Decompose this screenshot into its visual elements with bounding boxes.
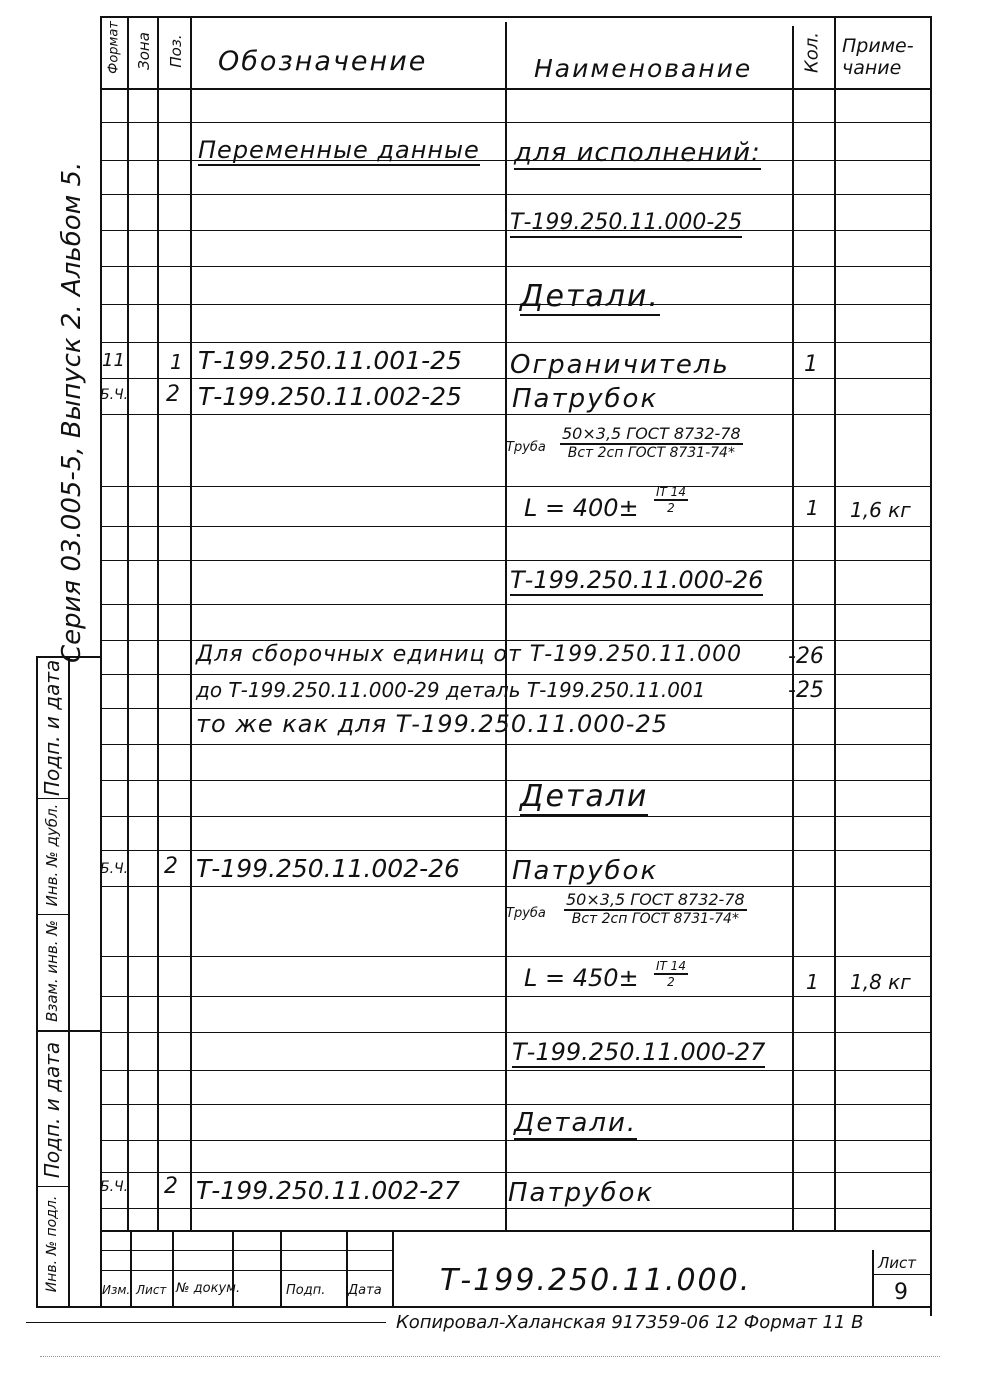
len2-tol-num: IT 14 <box>656 959 686 973</box>
pipe1-spec <box>560 426 743 460</box>
row-line <box>100 266 930 267</box>
pipe1-spec-den: Вст 2сп ГОСТ 8731-74* <box>567 445 735 461</box>
len1-tolerance <box>654 486 688 514</box>
note-line3: то же как для Т-199.250.11.000-25 <box>196 710 669 738</box>
titleblock-bottom <box>36 1306 930 1308</box>
item4-pos: 2 <box>164 1174 178 1199</box>
item4-format: Б.Ч. <box>100 1179 129 1195</box>
pipe1-prefix: Труба <box>506 440 546 455</box>
col-qty-right <box>834 18 836 1230</box>
item3-pos: 2 <box>164 854 178 879</box>
row-line <box>100 1208 930 1209</box>
pipe1-spec-num: 50×3,5 ГОСТ 8732-78 <box>562 424 741 443</box>
row-line <box>100 640 930 641</box>
tb-list: Лист <box>136 1283 167 1297</box>
tb-date: Дата <box>348 1283 382 1298</box>
tb-col <box>392 1230 394 1306</box>
pipe2-prefix: Труба <box>506 906 546 921</box>
col-designation-right <box>505 22 507 1230</box>
row-line <box>100 304 930 305</box>
len1-note: 1,6 кг <box>850 498 911 522</box>
frame-left <box>100 16 102 1306</box>
header-qty: Кол. <box>801 31 823 74</box>
item1-format: 11 <box>102 350 125 371</box>
item2-pos: 2 <box>166 382 180 407</box>
side-label-dup-inv: Инв. № дубл. <box>43 803 61 907</box>
variable-data-right: для исполнений: <box>514 138 761 168</box>
side-strip-mid <box>68 656 70 1306</box>
side-label-sign-date-2: Подп. и дата <box>40 1041 64 1179</box>
row-line <box>100 342 930 343</box>
row-line <box>100 744 930 745</box>
col-name-right <box>792 26 794 1230</box>
row-line <box>100 708 930 709</box>
row-line <box>100 956 930 957</box>
header-zone: Зона <box>135 32 153 70</box>
header-designation: Обозначение <box>218 46 428 77</box>
item1-designation: Т-199.250.11.001-25 <box>198 346 462 375</box>
row-line <box>100 1032 930 1033</box>
bottom-dotted-line <box>40 1356 940 1357</box>
item1-name: Ограничитель <box>510 350 730 380</box>
pipe2-spec <box>564 892 747 926</box>
tb-col <box>280 1230 282 1306</box>
variant-27: Т-199.250.11.000-27 <box>512 1038 766 1066</box>
row-line <box>100 604 930 605</box>
row-line <box>100 526 930 527</box>
tb-sheet-number: 9 <box>894 1280 908 1305</box>
tb-izm: Изм. <box>102 1283 131 1297</box>
header-pos: Поз. <box>167 34 185 68</box>
col-format-right <box>127 16 129 1230</box>
item4-designation: Т-199.250.11.002-27 <box>196 1176 460 1205</box>
details-heading-2: Детали <box>520 779 649 814</box>
row-line <box>100 1070 930 1071</box>
len1-tol-den: 2 <box>667 501 675 515</box>
footer-line <box>26 1322 386 1323</box>
row-line <box>100 850 930 851</box>
frame-top <box>100 16 930 18</box>
len2-qty: 1 <box>806 970 819 994</box>
row-line <box>100 996 930 997</box>
item3-format: Б.Ч. <box>100 861 129 877</box>
item2-name: Патрубок <box>512 384 659 414</box>
frame-right <box>930 16 932 1316</box>
item1-pos: 1 <box>170 350 183 374</box>
titleblock-row <box>100 1250 392 1251</box>
len1-qty: 1 <box>806 496 819 520</box>
len2-tolerance <box>654 960 688 988</box>
tb-col <box>130 1230 132 1306</box>
pipe2-spec-num: 50×3,5 ГОСТ 8732-78 <box>566 890 745 909</box>
note-line1-b: -26 <box>788 644 824 669</box>
tb-code: Т-199.250.11.000. <box>440 1263 752 1298</box>
row-line <box>100 486 930 487</box>
row-line <box>100 1104 930 1105</box>
variant-25: Т-199.250.11.000-25 <box>510 212 742 238</box>
row-line <box>100 816 930 817</box>
item2-designation: Т-199.250.11.002-25 <box>198 382 462 411</box>
row-line <box>100 194 930 195</box>
details-heading-3: Детали. <box>514 1108 638 1138</box>
item1-qty: 1 <box>804 352 818 377</box>
side-label-repl-inv: Взам. инв. № <box>43 920 61 1022</box>
variant-26: Т-199.250.11.000-26 <box>510 566 764 594</box>
row-line <box>100 414 930 415</box>
len2-note: 1,8 кг <box>850 970 911 994</box>
side-label-orig-inv: Инв. № подл. <box>44 1195 60 1293</box>
len2-text: L = 450± <box>524 964 639 992</box>
header-name: Наименование <box>534 54 753 83</box>
tb-doc: № докум. <box>176 1281 241 1296</box>
details-heading-1: Детали. <box>520 279 660 314</box>
pipe2-spec-den: Вст 2сп ГОСТ 8731-74* <box>571 911 739 927</box>
header-note: Приме- чание <box>842 35 914 79</box>
variable-data-left: Переменные данные <box>198 136 480 164</box>
item4-name: Патрубок <box>508 1178 655 1208</box>
row-line <box>100 122 930 123</box>
row-line <box>100 560 930 561</box>
row-line <box>100 780 930 781</box>
row-line <box>100 886 930 887</box>
header-format: Формат <box>106 21 122 74</box>
len1-tol-num: IT 14 <box>656 485 686 499</box>
note-line2-a: до Т-199.250.11.000-29 деталь Т-199.250.11.001 <box>196 678 706 702</box>
len2-tol-den: 2 <box>667 975 675 989</box>
note-line1-a: Для сборочных единиц от Т-199.250.11.000 <box>196 642 743 667</box>
row-line <box>100 674 930 675</box>
tb-sheet-line <box>872 1274 930 1275</box>
titleblock-top <box>100 1230 930 1232</box>
note-line2-b: -25 <box>788 678 824 703</box>
tb-sheet-label: Лист <box>878 1254 917 1272</box>
side-label-sign-date-1: Подп. и дата <box>40 659 64 796</box>
side-strip-left <box>36 656 38 1306</box>
row-line <box>100 1140 930 1141</box>
item3-designation: Т-199.250.11.002-26 <box>196 854 460 883</box>
header-bottom <box>100 88 930 90</box>
footer-copy-note: Копировал-Халанская 917359-06 12 Формат 11 В <box>396 1312 864 1333</box>
titleblock-row <box>100 1270 392 1271</box>
tb-sign: Подп. <box>286 1283 326 1298</box>
col-pos-right <box>190 16 192 1230</box>
item2-format: Б.Ч. <box>100 387 129 403</box>
tb-col <box>172 1230 174 1306</box>
row-line <box>100 1172 930 1173</box>
len1-text: L = 400± <box>524 494 639 522</box>
tb-sheet-left <box>872 1250 874 1306</box>
item3-name: Патрубок <box>512 856 659 886</box>
series-label: Серия 03.005-5, Выпуск 2. Альбом 5. <box>57 161 87 663</box>
col-zone-right <box>157 16 159 1230</box>
